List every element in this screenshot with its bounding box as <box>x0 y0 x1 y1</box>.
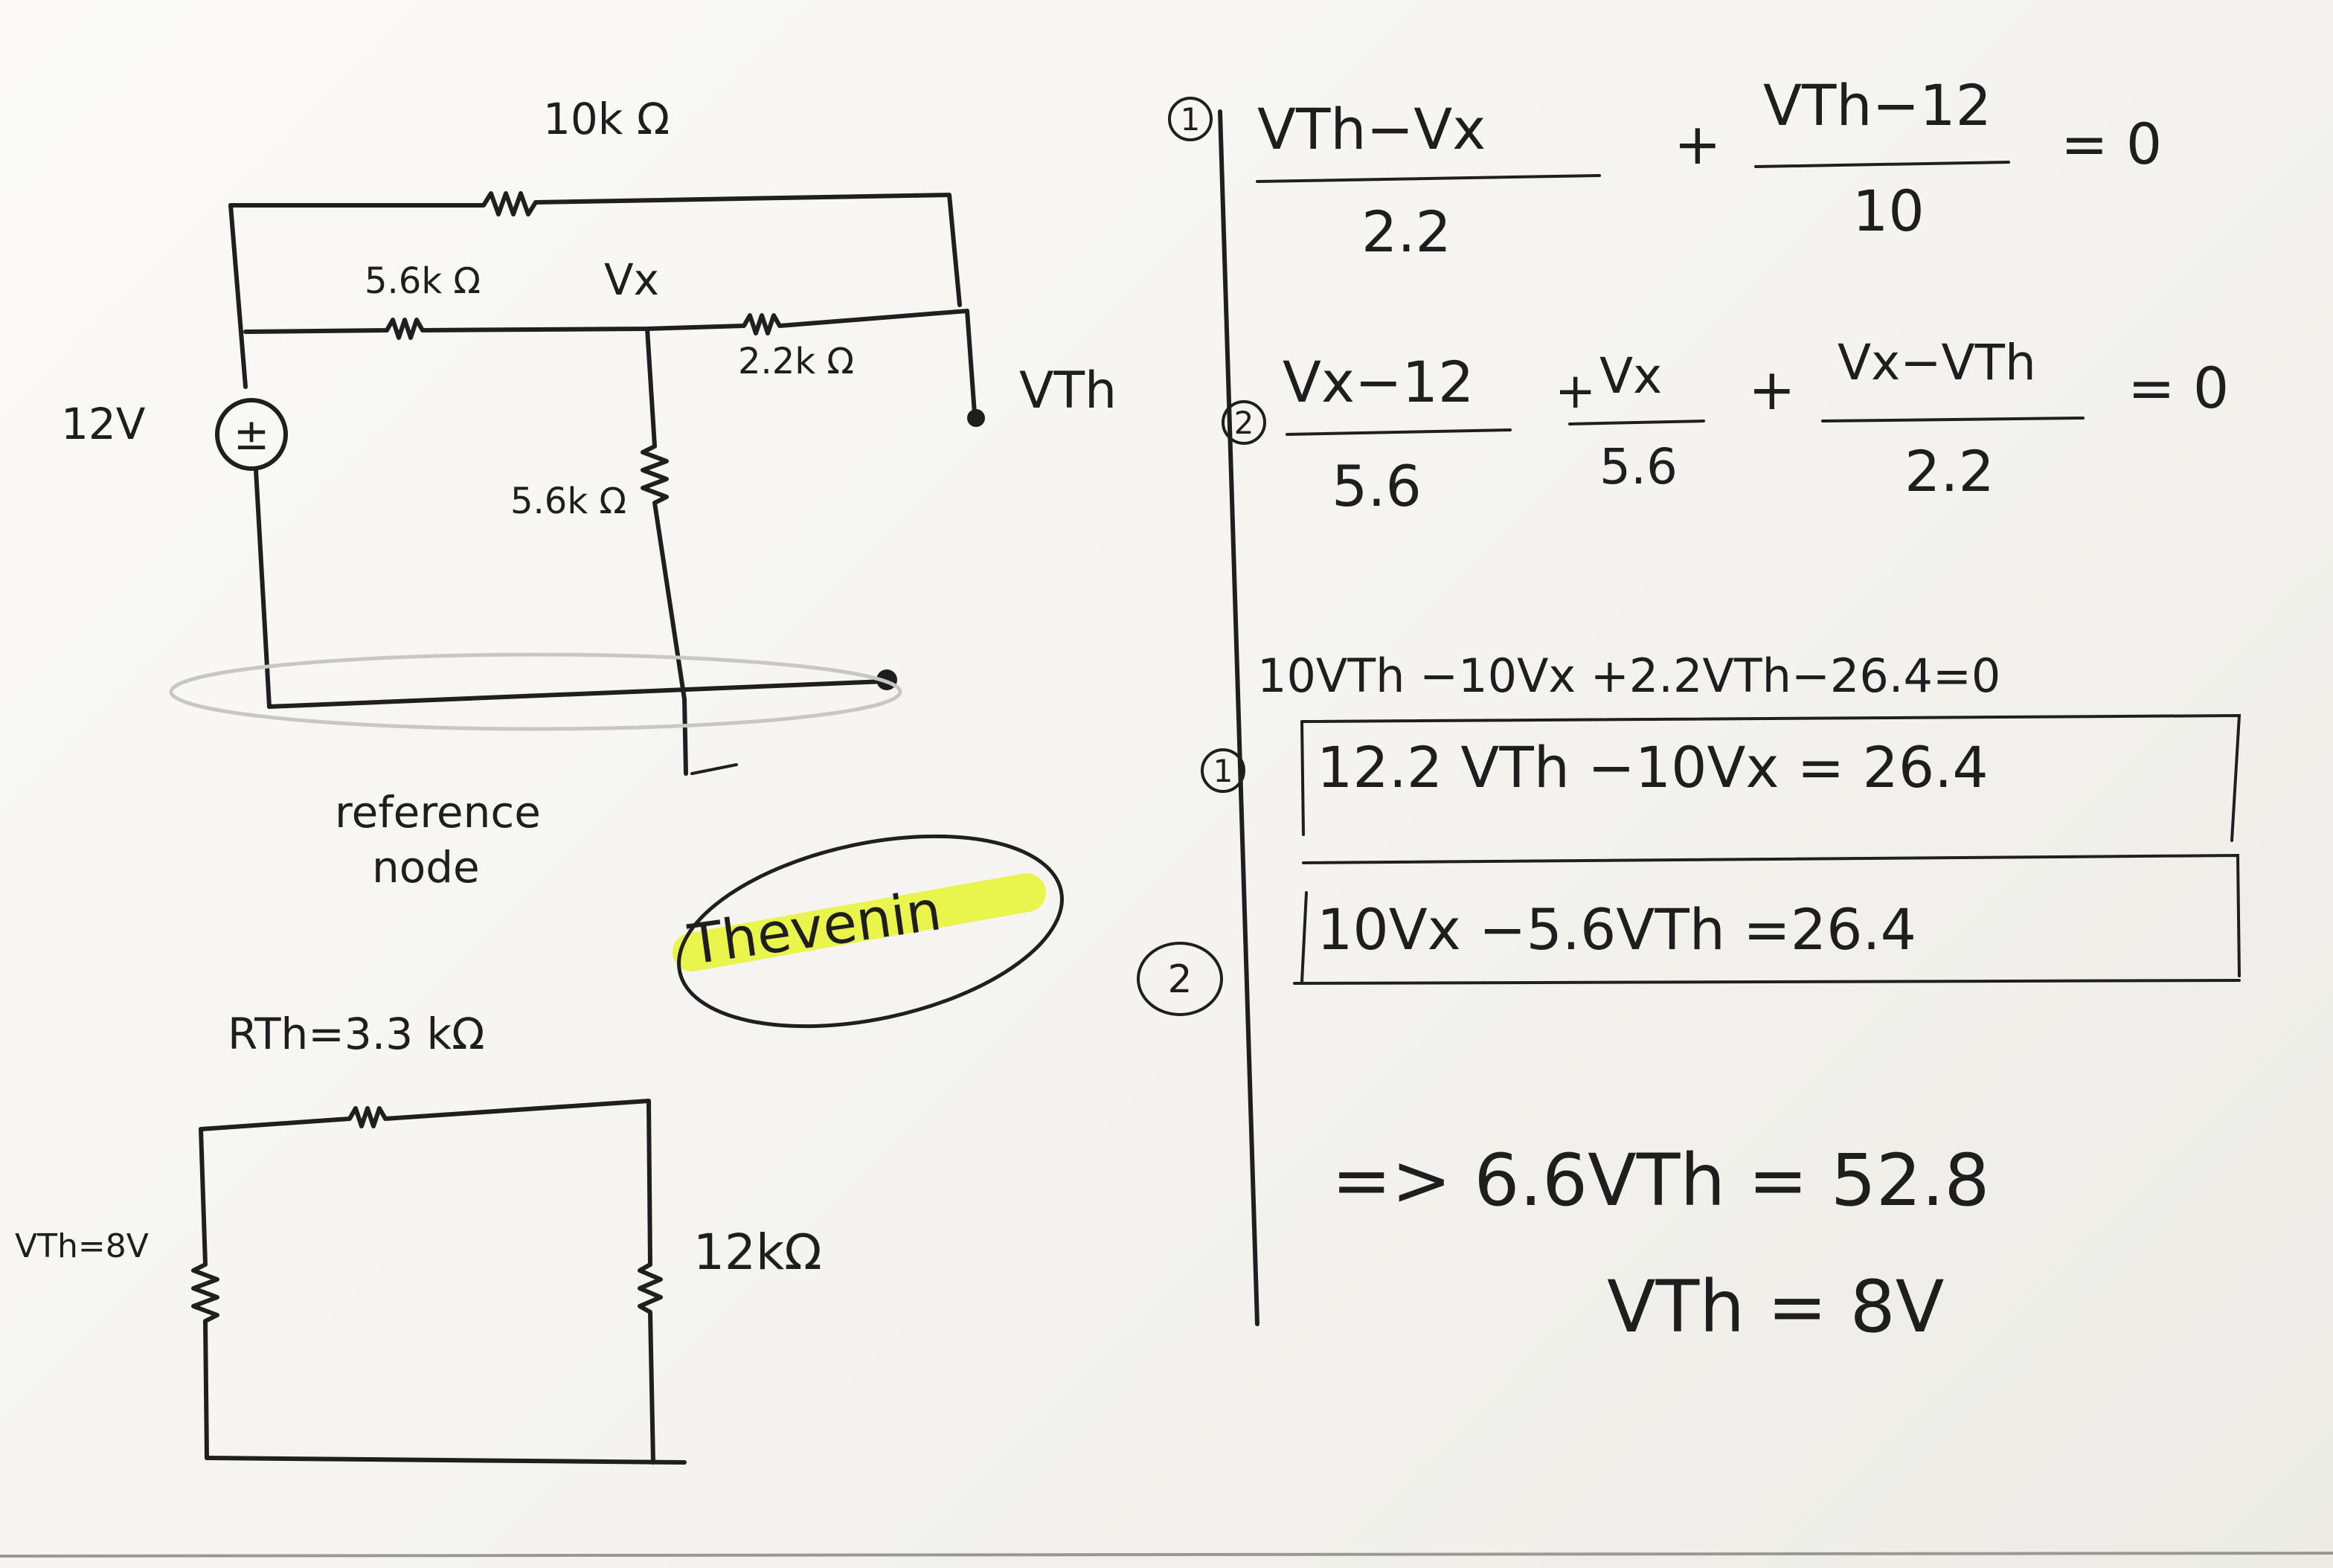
final-result: VTh = 8V <box>1607 1265 1945 1349</box>
pencil-ellipse <box>171 655 900 729</box>
ground-hook <box>692 765 737 774</box>
left-wire <box>231 205 246 387</box>
eq2-plus2: + <box>1748 356 1796 422</box>
eq1-den2: 10 <box>1852 178 1925 244</box>
boxed-equation-1 <box>1202 716 2239 841</box>
eq2-den3: 2.2 <box>1904 438 1995 504</box>
eq1-marker: 1 <box>1180 101 1201 138</box>
eq2-rhs: = 0 <box>2128 355 2230 421</box>
page-divider <box>1220 112 1257 1324</box>
vx-label: Vx <box>604 254 660 305</box>
thevenin-mark <box>661 805 1079 1058</box>
eq2-den2: 5.6 <box>1599 438 1678 495</box>
source-polarity: ± <box>233 409 270 460</box>
eq1-rhs: = 0 <box>2061 111 2163 177</box>
boxed2-marker: 2 <box>1167 957 1193 1002</box>
eq1-num2: VTh−12 <box>1763 72 1992 138</box>
eq1-den1: 2.2 <box>1361 199 1451 265</box>
eq2-den1: 5.6 <box>1332 453 1422 519</box>
source-label: 12V <box>61 399 146 449</box>
vth-terminal-label: VTh <box>1019 362 1117 420</box>
eq2-num3: Vx−VTh <box>1838 334 2036 391</box>
rload-label: 12kΩ <box>693 1224 822 1281</box>
vth-terminal-dot <box>967 409 985 427</box>
eq2-bar2 <box>1570 421 1704 424</box>
equation-1 <box>1169 72 2162 265</box>
solution-step: => 6.6VTh = 52.8 <box>1332 1139 1990 1222</box>
eq2-bar1 <box>1287 430 1510 434</box>
boxed-equation-2 <box>1138 855 2239 1015</box>
eq1-plus: + <box>1674 111 1721 177</box>
eq1-bar2 <box>1756 162 2009 167</box>
page-bottom-edge <box>0 1553 2333 1556</box>
r-top-label: 10k Ω <box>543 94 670 144</box>
top-wire <box>231 193 960 305</box>
source-lower-wire <box>256 470 269 707</box>
r-right-label: 2.2k Ω <box>738 341 855 382</box>
r-left-label: 5.6k Ω <box>365 260 481 302</box>
reference-label: reference <box>335 787 541 838</box>
eq-top-wire <box>201 1101 650 1265</box>
bottom-wire <box>269 681 885 707</box>
rth-label: RTh=3.3 kΩ <box>228 1009 485 1059</box>
eq2-plus1: + <box>1555 362 1596 420</box>
eq2-num1: Vx−12 <box>1283 349 1474 415</box>
expanded-equation: 10VTh −10Vx +2.2VTh−26.4=0 <box>1257 649 2001 703</box>
eq-vth-label: VTh=8V <box>15 1227 149 1265</box>
eq2-bar3 <box>1823 418 2083 421</box>
middle-branch <box>643 329 686 774</box>
eq-left-wire <box>193 1129 217 1458</box>
equation-2 <box>1223 334 2229 519</box>
terminal-wire <box>967 311 975 414</box>
boxed1-text: 12.2 VTh −10Vx = 26.4 <box>1317 734 1989 800</box>
eq1-bar1 <box>1257 176 1599 181</box>
eq-bottom-wire <box>207 1458 684 1462</box>
eq2-num2: Vx <box>1599 347 1663 405</box>
thevenin-label: Thevenin <box>684 878 946 977</box>
middle-wire <box>246 311 967 338</box>
eq1-num1: VTh−Vx <box>1257 96 1486 162</box>
equivalent-circuit <box>193 1101 684 1462</box>
eq-right-wire <box>640 1265 661 1462</box>
node-label: node <box>372 842 480 893</box>
boxed2-text: 10Vx −5.6VTh =26.4 <box>1317 896 1917 963</box>
eq2-marker: 2 <box>1233 405 1254 441</box>
r-mid-label: 5.6k Ω <box>510 481 627 522</box>
boxed1-marker: 1 <box>1213 753 1233 789</box>
